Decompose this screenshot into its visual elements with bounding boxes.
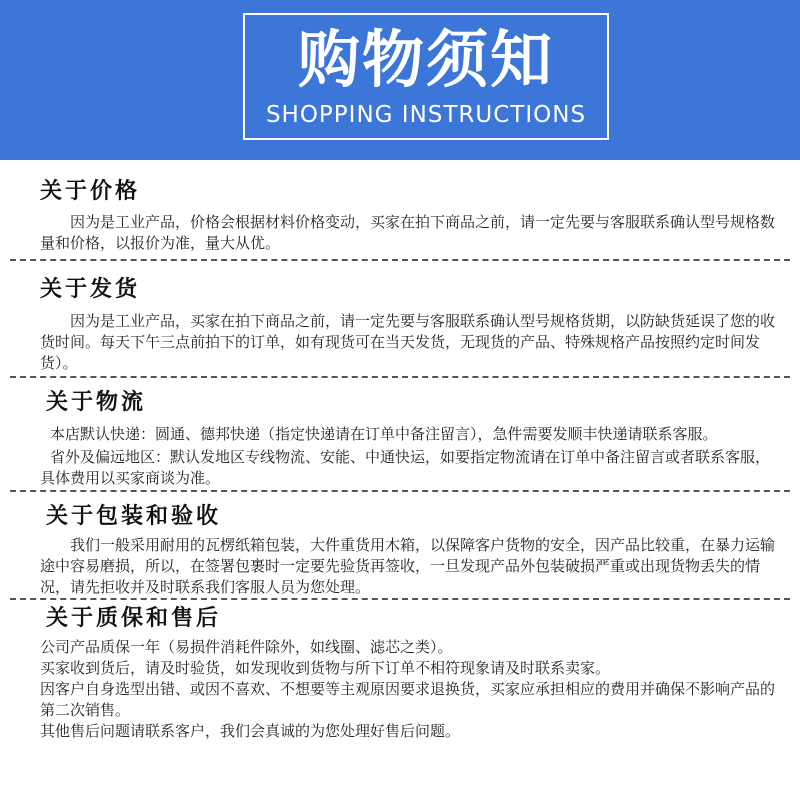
paragraph: 因为是工业产品，买家在拍下商品之前，请一定先要与客服联系确认型号规格货期，以防缺货延误了您的收货时间。每天下午三点前拍下的订单，如有现货可在当天发货，无现货的产品、特殊规格产品按照约定时间发货）。 — [40, 312, 776, 372]
section-heading: 关于包装和验收 — [46, 504, 222, 529]
section-heading: 关于物流 — [46, 390, 147, 415]
dashed-divider — [10, 376, 790, 378]
title-frame — [243, 13, 609, 140]
paragraph: 因客户自身选型出错、或因不喜欢、不想要等主观原因要求退换货，买家应承担相应的费用并确保不影响产品的第二次销售。 — [40, 680, 776, 719]
section-body — [40, 637, 780, 742]
dashed-divider — [10, 598, 790, 600]
section-heading: 关于价格 — [40, 179, 141, 204]
section-body — [40, 311, 780, 374]
paragraph: 公司产品质保一年（易损件消耗件除外，如线圈、滤芯之类）。 — [40, 638, 453, 656]
header-banner — [0, 0, 800, 160]
section-body — [40, 212, 780, 254]
section-body — [40, 535, 780, 598]
section-body — [40, 424, 780, 489]
dashed-divider — [10, 490, 790, 492]
section-heading: 关于质保和售后 — [46, 606, 222, 631]
paragraph: 本店默认快递：圆通、德邦快递（指定快递请在订单中备注留言），急件需要发顺丰快递请联系客服。 — [50, 425, 718, 443]
paragraph: 我们一般采用耐用的瓦楞纸箱包装，大件重货用木箱，以保障客户货物的安全，因产品比较重，在暴力运输途中容易磨损，所以，在签署包裹时一定要先验货再签收，一旦发现产品外包装破损严重或出现货物丢失的情况，请先拒收并及时联系我们客服人员为您处理。 — [40, 536, 776, 596]
paragraph: 省外及偏远地区：默认发地区专线物流、安能、中通快运，如要指定物流请在订单中备注留言或者联系客服，具体费用以买家商谈为准。 — [40, 448, 771, 487]
page-subtitle: SHOPPING INSTRUCTIONS — [265, 102, 587, 128]
page-title: 购物须知 — [297, 23, 554, 96]
section-heading: 关于发货 — [40, 277, 141, 302]
paragraph: 其他售后问题请联系客户，我们会真诚的为您处理好售后问题。 — [40, 722, 461, 740]
dashed-divider — [10, 259, 790, 261]
paragraph: 买家收到货后，请及时验货，如发现收到货物与所下订单不相符现象请及时联系卖家。 — [40, 659, 611, 677]
paragraph: 因为是工业产品，价格会根据材料价格变动，买家在拍下商品之前，请一定先要与客服联系确认型号规格数量和价格，以报价为准，量大从优。 — [40, 213, 776, 252]
